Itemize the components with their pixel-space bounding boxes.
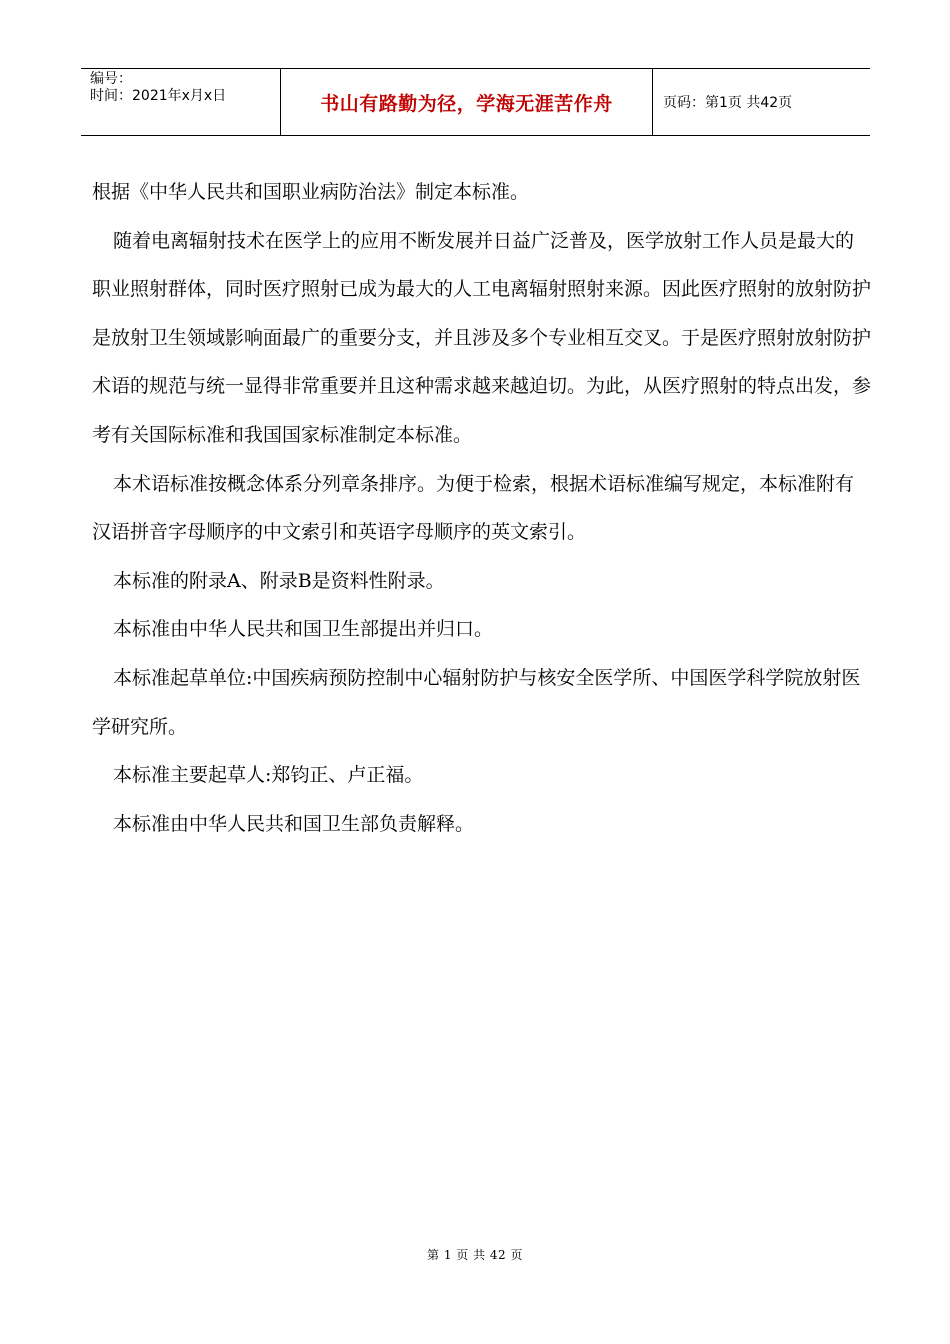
paragraph-structure: 本术语标准按概念体系分列章条排序。为便于检索，根据术语标准编写规定，本标准附有汉语拼音字母顺序的中文索引和英语字母顺序的英文索引。 (92, 472, 855, 544)
document-date-label: 时间：2021年x月x日 (90, 88, 227, 104)
header-meta (81, 69, 281, 135)
document-body (92, 168, 872, 848)
paragraph-drafting-units: 本标准起草单位:中国疾病预防控制中心辐射防护与核安全医学所、中国医学科学院放射医学研究所。 (92, 666, 861, 738)
header-motto-cell (281, 69, 653, 135)
header-page-info-cell (653, 69, 870, 135)
paragraph-interpretation: 本标准由中华人民共和国卫生部负责解释。 (113, 812, 475, 835)
paragraph-appendix: 本标准的附录A、附录B是资料性附录。 (113, 569, 445, 592)
header-motto: 书山有路勤为径，学海无涯苦作舟 (320, 92, 613, 115)
page-header (81, 68, 870, 136)
document-number-label: 编号： (90, 71, 132, 87)
paragraph-drafters: 本标准主要起草人:郑钧正、卢正福。 (113, 764, 424, 787)
paragraph-background: 随着电离辐射技术在医学上的应用不断发展并日益广泛普及，医学放射工作人员是最大的职业照射群体，同时医疗照射已成为最大的人工电离辐射照射来源。因此医疗照射的放射防护是放射卫生领域影响面最广的重要分支，并且涉及多个专业相互交叉。于是医疗照射放射防护术语的规范与统一显得非常重要并且这种需求越来越迫切。为此，从医疗照射的特点出发，参考有关国际标准和我国国家标准制定本标准。 (92, 229, 872, 446)
paragraph-proposer: 本标准由中华人民共和国卫生部提出并归口。 (113, 618, 494, 641)
paragraph-basis: 根据《中华人民共和国职业病防治法》制定本标准。 (92, 181, 530, 203)
page-footer: 第 1 页 共 42 页 (427, 1248, 523, 1262)
header-page-info: 页码：第1页 共42页 (663, 95, 793, 111)
